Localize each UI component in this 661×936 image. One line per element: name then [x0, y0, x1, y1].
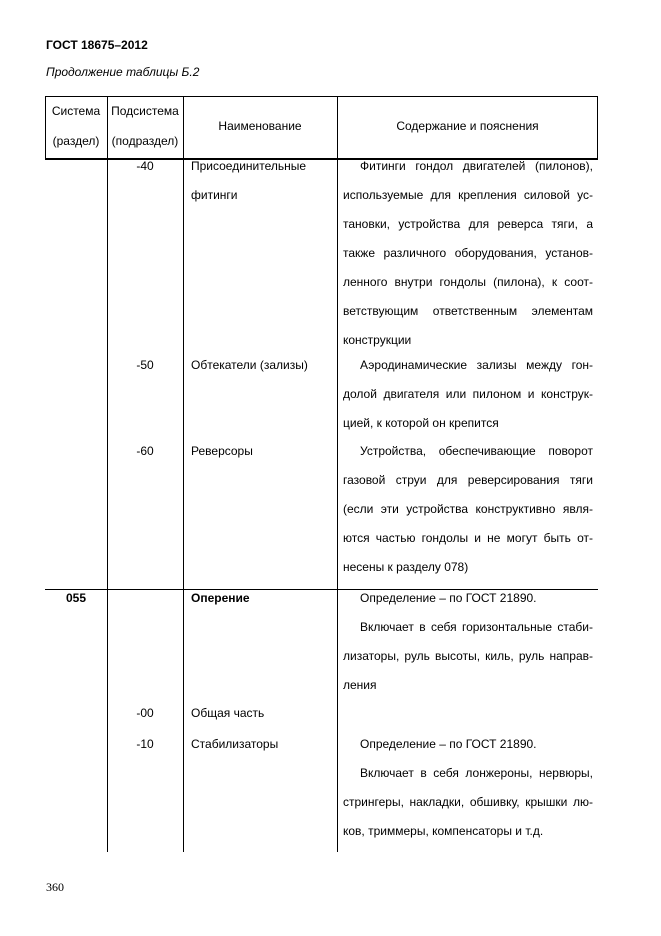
- description-line: цией, к которой он крепится: [343, 416, 499, 430]
- row-subsystem-code: -40: [136, 159, 154, 173]
- column-divider-3: [337, 96, 338, 852]
- description-line: также различного оборудования, установ-: [343, 246, 593, 260]
- row-name-line: Общая часть: [191, 706, 265, 720]
- row-subsystem-code: -60: [136, 444, 154, 458]
- description-line: газовой струи для реверсирования тяги: [343, 473, 593, 487]
- document-title: ГОСТ 18675–2012: [46, 38, 148, 52]
- row-name-line: фитинги: [191, 188, 238, 202]
- row-description: [343, 152, 593, 355]
- row-name-line: Реверсоры: [191, 444, 253, 458]
- description-line: ленного внутри гондолы (пилона), к соот-: [343, 275, 593, 289]
- row-name-line: Стабилизаторы: [191, 737, 279, 751]
- row-name-line: Обтекатели (зализы): [191, 358, 308, 372]
- description-line: стрингеры, накладки, обшивку, крышки лю-: [343, 795, 593, 809]
- row-name-line: Присоединительные: [191, 159, 307, 173]
- table-continuation-caption: Продолжение таблицы Б.2: [46, 65, 200, 79]
- row-description: [343, 730, 593, 846]
- row-description: [343, 584, 593, 700]
- classification-table: [45, 96, 598, 852]
- row-description: [343, 351, 593, 438]
- row-subsystem-code: -50: [136, 358, 154, 372]
- description-line: тановки, устройства для реверса тяги, а: [343, 217, 593, 231]
- description-line: Включает в себя горизонтальные стаби-: [360, 620, 593, 634]
- header-subsystem: [107, 96, 183, 156]
- header-subsystem-line-1: Подсистема: [111, 104, 179, 118]
- description-line: ления: [343, 678, 377, 692]
- header-name: Наименование: [218, 119, 302, 133]
- description-line: Фитинги гондол двигателей (пилонов),: [360, 159, 593, 173]
- description-line: лизаторы, руль высоты, киль, руль направ-: [343, 649, 593, 663]
- description-line: Аэродинамические зализы между гон-: [360, 358, 593, 372]
- description-line: ветствующим ответственным элементам: [343, 304, 593, 318]
- description-line: (если эти устройства конструктивно явля-: [343, 502, 593, 516]
- description-line: долой двигателя или пилоном и конструк-: [343, 387, 593, 401]
- description-line: ются частью гондолы и не могут быть от-: [343, 531, 593, 545]
- column-divider-2: [183, 96, 184, 852]
- page-number: 360: [46, 880, 64, 894]
- header-system: [45, 96, 107, 156]
- header-subsystem-line-2: (подраздел): [111, 134, 179, 148]
- row-subsystem-code: -00: [136, 706, 154, 720]
- description-line: конструкции: [343, 333, 412, 347]
- description-line: Определение – по ГОСТ 21890.: [360, 591, 537, 605]
- row-name-line: Оперение: [191, 591, 250, 605]
- description-line: Определение – по ГОСТ 21890.: [360, 737, 537, 751]
- header-content: Содержание и пояснения: [396, 119, 539, 133]
- description-line: Включает в себя лонжероны, нервюры,: [360, 766, 593, 780]
- row-subsystem-code: -10: [136, 737, 154, 751]
- description-line: Устройства, обеспечивающие поворот: [360, 444, 593, 458]
- header-system-line-1: Система: [51, 104, 101, 118]
- header-system-line-2: (раздел): [52, 134, 100, 148]
- row-description: [343, 437, 593, 582]
- row-system-code: 055: [65, 591, 87, 605]
- description-line: несены к разделу 078): [343, 560, 469, 574]
- description-line: используемые для крепления силовой ус-: [343, 188, 593, 202]
- description-line: ков, триммеры, компенсаторы и т.д.: [343, 824, 544, 838]
